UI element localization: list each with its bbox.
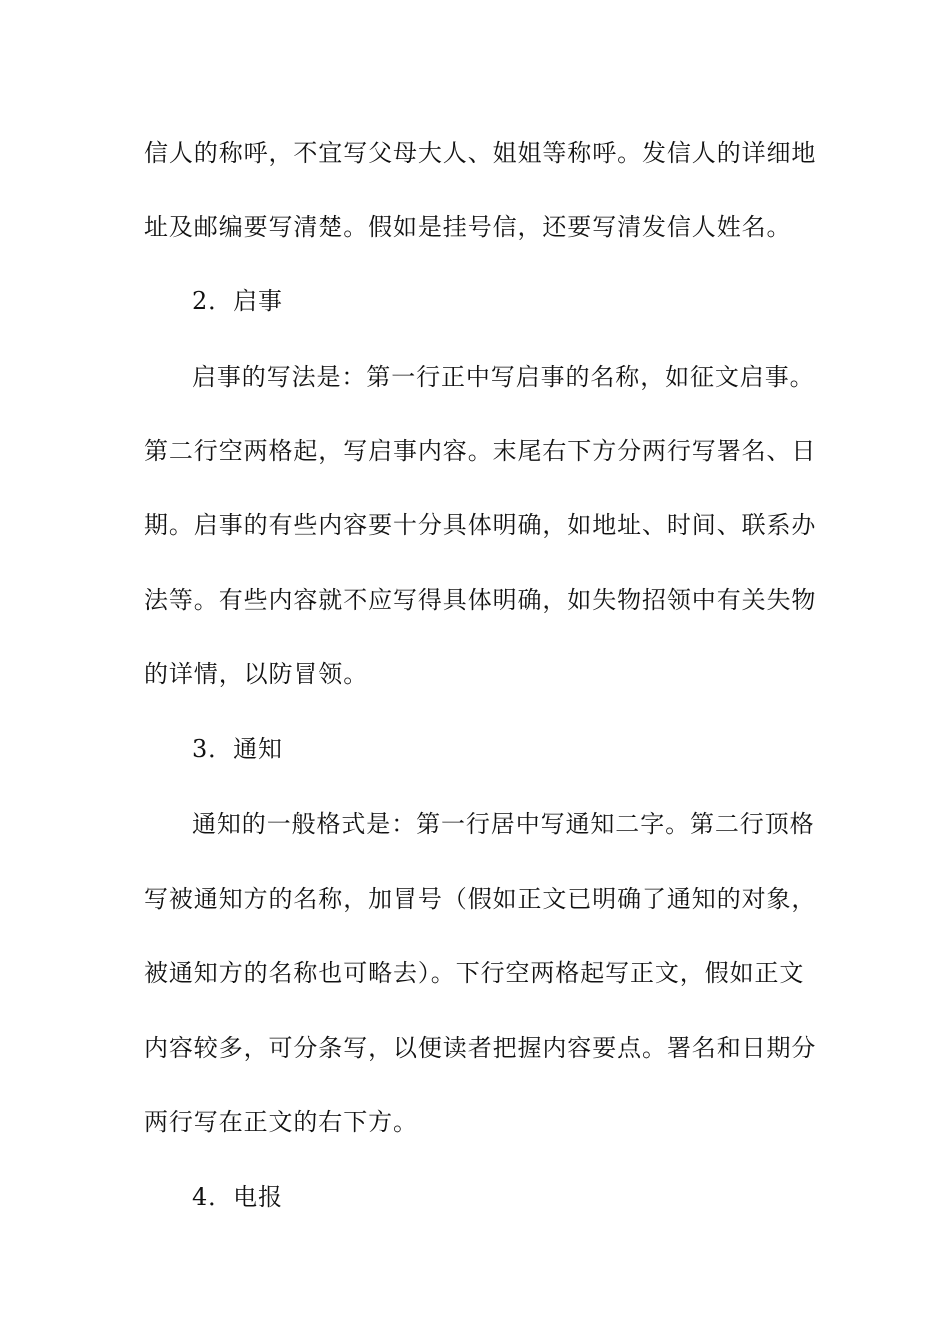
paragraph-line: 的详情，以防冒领。 — [144, 660, 369, 688]
paragraph-line: 内容较多，可分条写，以便读者把握内容要点。署名和日期分 — [144, 1034, 817, 1062]
paragraph-line: 信人的称呼，不宜写父母大人、姐姐等称呼。发信人的详细地 — [144, 139, 817, 167]
section-heading-tongzhi: 3．通知 — [192, 735, 283, 763]
section-heading-qishi: 2．启事 — [192, 287, 283, 315]
paragraph-line: 址及邮编要写清楚。假如是挂号信，还要写清发信人姓名。 — [144, 213, 792, 241]
paragraph-line: 第二行空两格起，写启事内容。末尾右下方分两行写署名、日 — [144, 437, 817, 465]
paragraph-line: 通知的一般格式是：第一行居中写通知二字。第二行顶格 — [192, 810, 815, 838]
paragraph-line: 期。启事的有些内容要十分具体明确，如地址、时间、联系办 — [144, 511, 817, 539]
paragraph-line: 两行写在正文的右下方。 — [144, 1108, 418, 1136]
paragraph-line: 法等。有些内容就不应写得具体明确，如失物招领中有关失物 — [144, 586, 817, 614]
paragraph-line: 被通知方的名称也可略去）。下行空两格起写正文，假如正文 — [144, 959, 805, 987]
section-heading-dianbao: 4．电报 — [192, 1183, 283, 1211]
paragraph-line: 写被通知方的名称，加冒号（假如正文已明确了通知的对象， — [144, 885, 817, 913]
paragraph-line: 启事的写法是：第一行正中写启事的名称，如征文启事。 — [192, 363, 815, 391]
